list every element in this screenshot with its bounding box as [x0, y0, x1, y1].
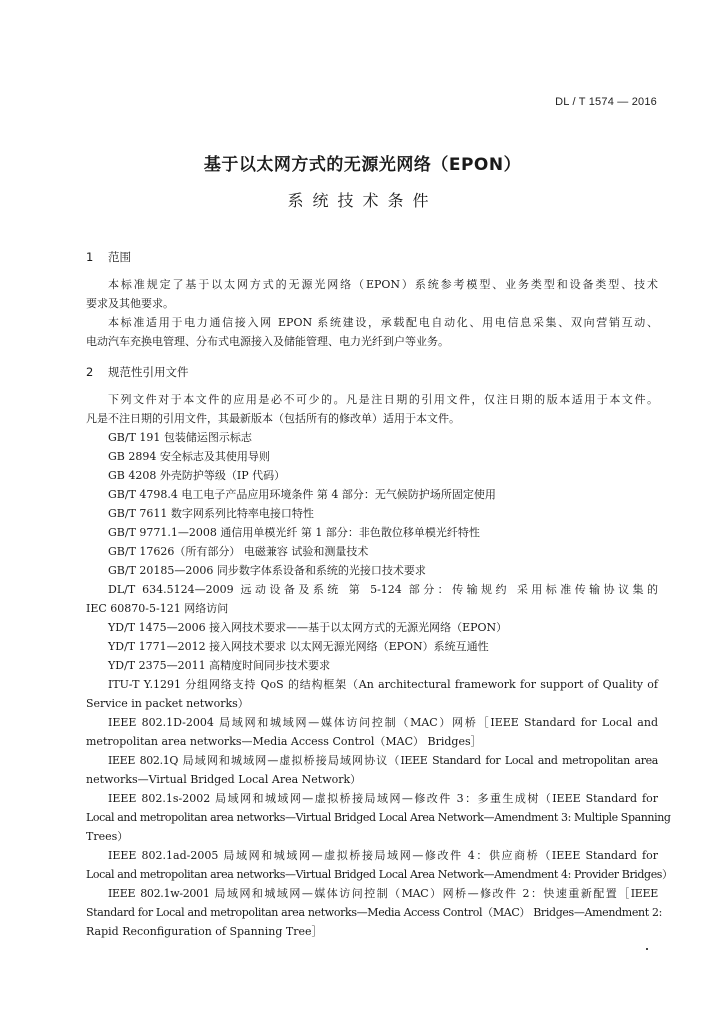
- standard-code: DL / T 1574 — 2016: [555, 96, 657, 108]
- reference-item: IEEE 802.1D-2004 局域网和城域网—媒体访问控制（MAC）网桥［IEEE Standard for Local and: [108, 716, 658, 729]
- reference-item: IEEE 802.1s-2002 局域网和城域网—虚拟桥接局域网—修改件 3：多重生成树（IEEE Standard for: [108, 792, 658, 805]
- section-heading-normative-references: [86, 364, 189, 380]
- scan-speck: [646, 948, 648, 950]
- reference-item: GB/T 17626（所有部分） 电磁兼容 试验和测量技术: [108, 545, 369, 558]
- paragraph-line: 要求及其他要求。: [86, 297, 174, 310]
- reference-item: YD/T 2375—2011 高精度时间同步技术要求: [108, 659, 331, 672]
- reference-item-continuation: Local and metropolitan area networks—Virtual Bridged Local Area Network—Amendment 4: Provider Bridges）: [86, 868, 673, 881]
- reference-item: DL/T 634.5124—2009 远动设备及系统 第 5-124 部分：传输规约 采用标准传输协议集的: [108, 583, 658, 596]
- section-number: 1: [86, 250, 94, 264]
- section-title: 规范性引用文件: [108, 365, 189, 379]
- reference-item: IEEE 802.1ad-2005 局域网和城域网—虚拟桥接局域网—修改件 4：供应商桥（IEEE Standard for: [108, 849, 658, 862]
- section-heading-scope: [86, 249, 131, 265]
- reference-item: GB 2894 安全标志及其使用导则: [108, 450, 270, 463]
- document-title: 基于以太网方式的无源光网络（EPON）: [203, 155, 522, 175]
- reference-item-continuation: networks—Virtual Bridged Local Area Network）: [86, 773, 362, 786]
- paragraph-line: 本标准规定了基于以太网方式的无源光网络（EPON）系统参考模型、业务类型和设备类型、技术: [108, 278, 658, 291]
- reference-item: IEEE 802.1w-2001 局域网和城域网—媒体访问控制（MAC）网桥—修改件 2：快速重新配置［IEEE: [108, 887, 658, 900]
- reference-item: GB/T 20185—2006 同步数字体系设备和系统的光接口技术要求: [108, 564, 426, 577]
- reference-item: YD/T 1771—2012 接入网技术要求 以太网无源光网络（EPON）系统互通性: [108, 640, 489, 653]
- reference-item-continuation: metropolitan area networks—Media Access Control（MAC） Bridges］: [86, 735, 482, 748]
- document-subtitle: 系统技术条件: [287, 191, 438, 210]
- reference-item-continuation: Trees）: [86, 830, 129, 843]
- reference-item: GB/T 4798.4 电工电子产品应用环境条件 第 4 部分：无气候防护场所固定使用: [108, 488, 496, 501]
- reference-item: GB/T 191 包装储运图示标志: [108, 431, 252, 444]
- reference-item: GB 4208 外壳防护等级（IP 代码）: [108, 469, 286, 482]
- reference-item: IEEE 802.1Q 局域网和城域网—虚拟桥接局域网协议（IEEE Standard for Local and metropolitan area: [108, 754, 658, 767]
- paragraph-line: 下列文件对于本文件的应用是必不可少的。凡是注日期的引用文件，仅注日期的版本适用于本文件。: [108, 393, 658, 406]
- paragraph-line: 本标准适用于电力通信接入网 EPON 系统建设，承载配电自动化、用电信息采集、双向营销互动、: [108, 316, 658, 329]
- section-number: 2: [86, 365, 94, 379]
- reference-item-continuation: Local and metropolitan area networks—Virtual Bridged Local Area Network—Amendment 3: Multiple Spanning: [86, 811, 671, 824]
- reference-item-continuation: Service in packet networks）: [86, 697, 249, 710]
- paragraph-line: 凡是不注日期的引用文件，其最新版本（包括所有的修改单）适用于本文件。: [86, 412, 460, 425]
- reference-item-continuation: IEC 60870-5-121 网络访问: [86, 602, 229, 615]
- reference-item: GB/T 9771.1—2008 通信用单模光纤 第 1 部分：非色散位移单模光纤特性: [108, 526, 480, 539]
- reference-item-continuation: Standard for Local and metropolitan area networks—Media Access Control（MAC） Bridges—Amendment 2:: [86, 906, 662, 919]
- reference-item-continuation: Rapid Reconfiguration of Spanning Tree］: [86, 925, 323, 938]
- paragraph-line: 电动汽车充换电管理、分布式电源接入及储能管理、电力光纤到户等业务。: [86, 335, 449, 348]
- section-title: 范围: [108, 250, 131, 264]
- reference-item: GB/T 7611 数字网系列比特率电接口特性: [108, 507, 314, 520]
- reference-item: ITU-T Y.1291 分组网络支持 QoS 的结构框架（An architectural framework for support of Quality of: [108, 678, 658, 691]
- reference-item: YD/T 1475—2006 接入网技术要求——基于以太网方式的无源光网络（EPON）: [108, 621, 508, 634]
